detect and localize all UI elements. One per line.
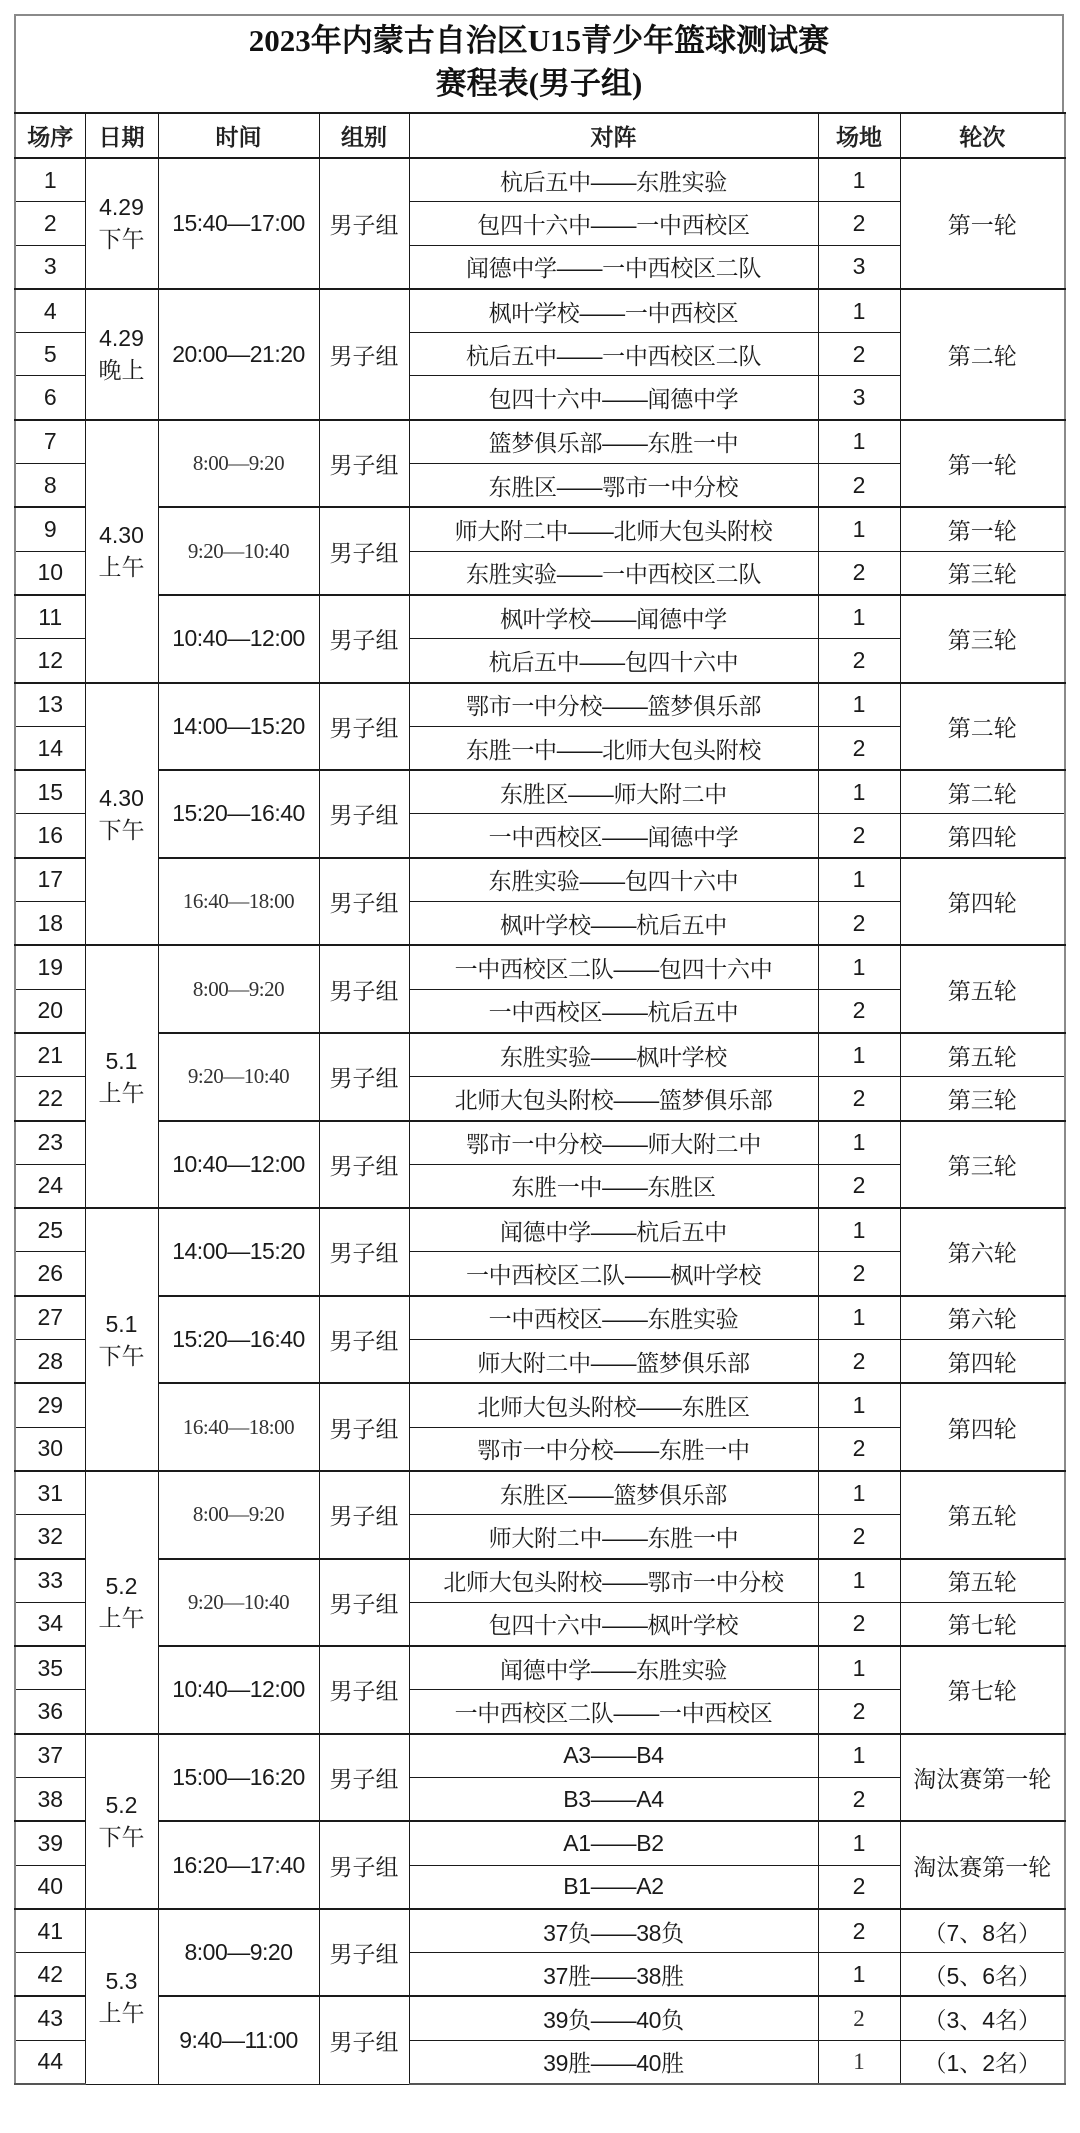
match-number: 36 [15,1690,85,1734]
group-label: 男子组 [319,1909,409,1997]
match-number: 21 [15,1033,85,1077]
date-month-day: 4.30 [99,784,144,811]
time-slot: 20:00—21:20 [158,289,319,420]
date-cell [85,158,158,289]
round-label: 第三轮 [900,1121,1065,1209]
date-period: 下午 [98,1824,145,1851]
date-cell [85,420,158,683]
round-label: 第一轮 [900,420,1065,508]
match-number: 1 [15,158,85,202]
court-number: 1 [818,1646,900,1690]
table-row [15,1821,1065,1865]
match-number: 23 [15,1121,85,1165]
court-number: 2 [818,1515,900,1559]
match-number: 24 [15,1164,85,1208]
court-number: 1 [818,858,900,902]
matchup: A1——B2 [409,1821,818,1865]
round-label: （5、6名） [900,1953,1065,1997]
match-number: 43 [15,1996,85,2040]
match-number: 22 [15,1077,85,1121]
date-period: 下午 [98,226,145,253]
match-number: 40 [15,1865,85,1909]
match-number: 19 [15,945,85,989]
court-number: 1 [818,945,900,989]
date-period: 下午 [98,816,145,843]
round-label: 第一轮 [900,158,1065,289]
matchup: A3——B4 [409,1734,818,1778]
court-number: 1 [818,289,900,333]
match-number: 13 [15,683,85,727]
match-number: 39 [15,1821,85,1865]
court-number: 2 [818,902,900,946]
group-label: 男子组 [319,770,409,858]
matchup: 东胜一中——东胜区 [409,1164,818,1208]
match-number: 6 [15,376,85,420]
court-number: 2 [818,989,900,1033]
court-number: 1 [818,420,900,464]
table-row [15,1208,1065,1252]
table-row [15,1909,1065,1953]
matchup: 闻德中学——东胜实验 [409,1646,818,1690]
matchup: 37负——38负 [409,1909,818,1953]
match-number: 26 [15,1252,85,1296]
schedule-table [14,112,1066,2085]
matchup: 包四十六中——闻德中学 [409,376,818,420]
court-number: 2 [818,726,900,770]
court-number: 2 [818,814,900,858]
court-number: 2 [818,1777,900,1821]
date-month-day: 5.1 [105,1047,138,1074]
matchup: 包四十六中——一中西校区 [409,202,818,245]
time-slot: 16:40—18:00 [158,1383,319,1471]
matchup: 东胜实验——包四十六中 [409,858,818,902]
matchup: 39负——40负 [409,1996,818,2040]
date-cell [85,289,158,420]
match-number: 11 [15,595,85,639]
match-number: 5 [15,333,85,376]
date-month-day: 4.29 [99,325,144,352]
time-slot: 14:00—15:20 [158,683,319,771]
matchup: 鄂市一中分校——东胜一中 [409,1427,818,1471]
match-number: 41 [15,1909,85,1953]
matchup: 枫叶学校——闻德中学 [409,595,818,639]
court-number: 2 [818,1909,900,1953]
court-number: 2 [818,1690,900,1734]
matchup: 东胜区——鄂市一中分校 [409,464,818,508]
court-number: 1 [818,595,900,639]
group-label: 男子组 [319,1734,409,1822]
matchup: 一中西校区——闻德中学 [409,814,818,858]
round-label: 第二轮 [900,289,1065,420]
match-number: 9 [15,507,85,551]
match-number: 15 [15,770,85,814]
table-row [15,1121,1065,1165]
table-row [15,158,1065,202]
time-slot: 10:40—12:00 [158,1121,319,1209]
matchup: 鄂市一中分校——篮梦俱乐部 [409,683,818,727]
court-number: 2 [818,1602,900,1646]
group-label: 男子组 [319,1383,409,1471]
court-number: 1 [818,1296,900,1340]
header-court: 场地 [818,113,900,158]
table-row [15,420,1065,464]
round-label: 第四轮 [900,1383,1065,1471]
time-slot: 16:20—17:40 [158,1821,319,1909]
round-label: 第五轮 [900,1471,1065,1559]
matchup: 东胜实验——一中西校区二队 [409,551,818,595]
group-label: 男子组 [319,420,409,508]
court-number: 2 [818,639,900,683]
round-label: （7、8名） [900,1909,1065,1953]
court-number: 3 [818,376,900,420]
round-label: 第一轮 [900,507,1065,551]
matchup: 杭后五中——包四十六中 [409,639,818,683]
court-number: 2 [818,1340,900,1384]
matchup: 闻德中学——杭后五中 [409,1208,818,1252]
date-cell [85,683,158,946]
date-month-day: 5.3 [105,1967,138,1994]
round-label: 第六轮 [900,1208,1065,1296]
round-label: 第五轮 [900,1033,1065,1077]
time-slot: 15:40—17:00 [158,158,319,289]
schedule-sheet [14,14,1064,2085]
time-slot: 15:20—16:40 [158,770,319,858]
matchup: 一中西校区二队——包四十六中 [409,945,818,989]
date-cell [85,1734,158,1909]
matchup: 枫叶学校——一中西校区 [409,289,818,333]
group-label: 男子组 [319,1033,409,1121]
court-number: 1 [818,1121,900,1165]
table-row [15,1646,1065,1690]
matchup: 师大附二中——东胜一中 [409,1515,818,1559]
court-number: 1 [818,683,900,727]
date-period: 上午 [98,1605,145,1632]
time-slot: 9:20—10:40 [158,1559,319,1647]
round-label: 第二轮 [900,770,1065,814]
group-label: 男子组 [319,1559,409,1647]
matchup: 东胜区——篮梦俱乐部 [409,1471,818,1515]
court-number: 1 [818,1471,900,1515]
group-label: 男子组 [319,289,409,420]
time-slot: 15:00—16:20 [158,1734,319,1822]
round-label: 第五轮 [900,945,1065,1033]
court-number: 1 [818,1033,900,1077]
date-month-day: 5.1 [105,1310,138,1337]
date-period: 上午 [98,1079,145,1106]
matchup: 一中西校区——杭后五中 [409,989,818,1033]
match-number: 33 [15,1559,85,1603]
group-label: 男子组 [319,1208,409,1296]
table-row [15,1383,1065,1427]
matchup: B3——A4 [409,1777,818,1821]
table-row [15,683,1065,727]
time-slot: 14:00—15:20 [158,1208,319,1296]
court-number: 1 [818,158,900,202]
court-number: 2 [818,1077,900,1121]
title-box [14,14,1064,112]
date-month-day: 5.2 [105,1573,138,1600]
match-number: 29 [15,1383,85,1427]
group-label: 男子组 [319,945,409,1033]
match-number: 7 [15,420,85,464]
court-number: 3 [818,245,900,289]
match-number: 16 [15,814,85,858]
group-label: 男子组 [319,595,409,683]
court-number: 1 [818,1734,900,1778]
table-row [15,1471,1065,1515]
match-number: 35 [15,1646,85,1690]
time-slot: 8:00—9:20 [158,1471,319,1559]
match-number: 37 [15,1734,85,1778]
date-month-day: 4.29 [99,194,144,221]
time-slot: 16:40—18:00 [158,858,319,946]
time-slot: 10:40—12:00 [158,1646,319,1734]
table-row [15,1734,1065,1778]
court-number: 1 [818,1559,900,1603]
time-slot: 8:00—9:20 [158,420,319,508]
matchup: 一中西校区——东胜实验 [409,1296,818,1340]
court-number: 2 [818,1164,900,1208]
match-number: 42 [15,1953,85,1997]
match-number: 18 [15,902,85,946]
page-subtitle: 赛程表(男子组) [435,66,643,101]
matchup: 东胜一中——北师大包头附校 [409,726,818,770]
group-label: 男子组 [319,1471,409,1559]
group-label: 男子组 [319,683,409,771]
table-row [15,1996,1065,2040]
court-number: 2 [818,464,900,508]
table-row [15,507,1065,551]
matchup: 篮梦俱乐部——东胜一中 [409,420,818,464]
date-month-day: 5.2 [105,1792,138,1819]
group-label: 男子组 [319,1821,409,1909]
date-month-day: 4.30 [99,522,144,549]
header-date: 日期 [85,113,158,158]
match-number: 3 [15,245,85,289]
round-label: 第三轮 [900,1077,1065,1121]
round-label: 第四轮 [900,858,1065,946]
matchup: 杭后五中——一中西校区二队 [409,333,818,376]
matchup: 师大附二中——北师大包头附校 [409,507,818,551]
court-number: 2 [818,1865,900,1909]
court-number: 2 [818,333,900,376]
round-label: 第四轮 [900,1340,1065,1384]
time-slot: 8:00—9:20 [158,1909,319,1997]
court-number: 2 [818,551,900,595]
court-number: 1 [818,770,900,814]
match-number: 10 [15,551,85,595]
court-number: 1 [818,1208,900,1252]
matchup: 一中西校区二队——一中西校区 [409,1690,818,1734]
table-row [15,595,1065,639]
round-label: 淘汰赛第一轮 [900,1821,1065,1909]
round-label: 第三轮 [900,551,1065,595]
schedule-body [15,158,1065,2084]
page-title: 2023年内蒙古自治区U15青少年篮球测试赛 [248,23,830,58]
header-matchup: 对阵 [409,113,818,158]
date-period: 下午 [98,1342,145,1369]
court-number: 1 [818,1821,900,1865]
round-label: 第四轮 [900,814,1065,858]
round-label: 第六轮 [900,1296,1065,1340]
match-number: 8 [15,464,85,508]
matchup: 东胜实验——枫叶学校 [409,1033,818,1077]
time-slot: 10:40—12:00 [158,595,319,683]
matchup: 东胜区——师大附二中 [409,770,818,814]
header-time: 时间 [158,113,319,158]
table-header-row [15,113,1065,158]
group-label: 男子组 [319,858,409,946]
matchup: 一中西校区二队——枫叶学校 [409,1252,818,1296]
match-number: 38 [15,1777,85,1821]
round-label: 第七轮 [900,1646,1065,1734]
match-number: 20 [15,989,85,1033]
court-number: 2 [818,1427,900,1471]
match-number: 4 [15,289,85,333]
court-number: 1 [818,1383,900,1427]
round-label: 第三轮 [900,595,1065,683]
group-label: 男子组 [319,1121,409,1209]
time-slot: 15:20—16:40 [158,1296,319,1384]
matchup: 39胜——40胜 [409,2040,818,2084]
round-label: （1、2名） [900,2040,1065,2084]
matchup: 37胜——38胜 [409,1953,818,1997]
table-row [15,1296,1065,1340]
date-cell [85,1471,158,1734]
round-label: 淘汰赛第一轮 [900,1734,1065,1822]
match-number: 34 [15,1602,85,1646]
court-number: 1 [818,2040,900,2084]
time-slot: 9:20—10:40 [158,507,319,595]
round-label: 第七轮 [900,1602,1065,1646]
matchup: 北师大包头附校——东胜区 [409,1383,818,1427]
header-match-no: 场序 [15,113,85,158]
match-number: 14 [15,726,85,770]
date-cell [85,945,158,1208]
group-label: 男子组 [319,1996,409,2084]
time-slot: 9:20—10:40 [158,1033,319,1121]
match-number: 12 [15,639,85,683]
table-row [15,858,1065,902]
match-number: 28 [15,1340,85,1384]
time-slot: 9:40—11:00 [158,1996,319,2084]
match-number: 27 [15,1296,85,1340]
table-row [15,770,1065,814]
date-cell [85,1909,158,2084]
round-label: 第二轮 [900,683,1065,771]
group-label: 男子组 [319,1646,409,1734]
table-row [15,1559,1065,1603]
matchup: 闻德中学——一中西校区二队 [409,245,818,289]
court-number: 1 [818,1953,900,1997]
match-number: 30 [15,1427,85,1471]
header-round: 轮次 [900,113,1065,158]
matchup: 北师大包头附校——鄂市一中分校 [409,1559,818,1603]
match-number: 44 [15,2040,85,2084]
matchup: 北师大包头附校——篮梦俱乐部 [409,1077,818,1121]
date-period: 上午 [98,1999,145,2026]
round-label: （3、4名） [900,1996,1065,2040]
match-number: 2 [15,202,85,245]
matchup: 杭后五中——东胜实验 [409,158,818,202]
round-label: 第五轮 [900,1559,1065,1603]
matchup: B1——A2 [409,1865,818,1909]
table-row [15,1033,1065,1077]
time-slot: 8:00—9:20 [158,945,319,1033]
group-label: 男子组 [319,1296,409,1384]
header-group: 组别 [319,113,409,158]
match-number: 31 [15,1471,85,1515]
matchup: 师大附二中——篮梦俱乐部 [409,1340,818,1384]
court-number: 1 [818,507,900,551]
date-period: 上午 [98,554,145,581]
group-label: 男子组 [319,158,409,289]
court-number: 2 [818,1996,900,2040]
date-cell [85,1208,158,1471]
table-row [15,945,1065,989]
matchup: 鄂市一中分校——师大附二中 [409,1121,818,1165]
match-number: 32 [15,1515,85,1559]
match-number: 25 [15,1208,85,1252]
court-number: 2 [818,202,900,245]
table-row [15,289,1065,333]
match-number: 17 [15,858,85,902]
group-label: 男子组 [319,507,409,595]
matchup: 枫叶学校——杭后五中 [409,902,818,946]
matchup: 包四十六中——枫叶学校 [409,1602,818,1646]
date-period: 晚上 [98,357,145,384]
court-number: 2 [818,1252,900,1296]
